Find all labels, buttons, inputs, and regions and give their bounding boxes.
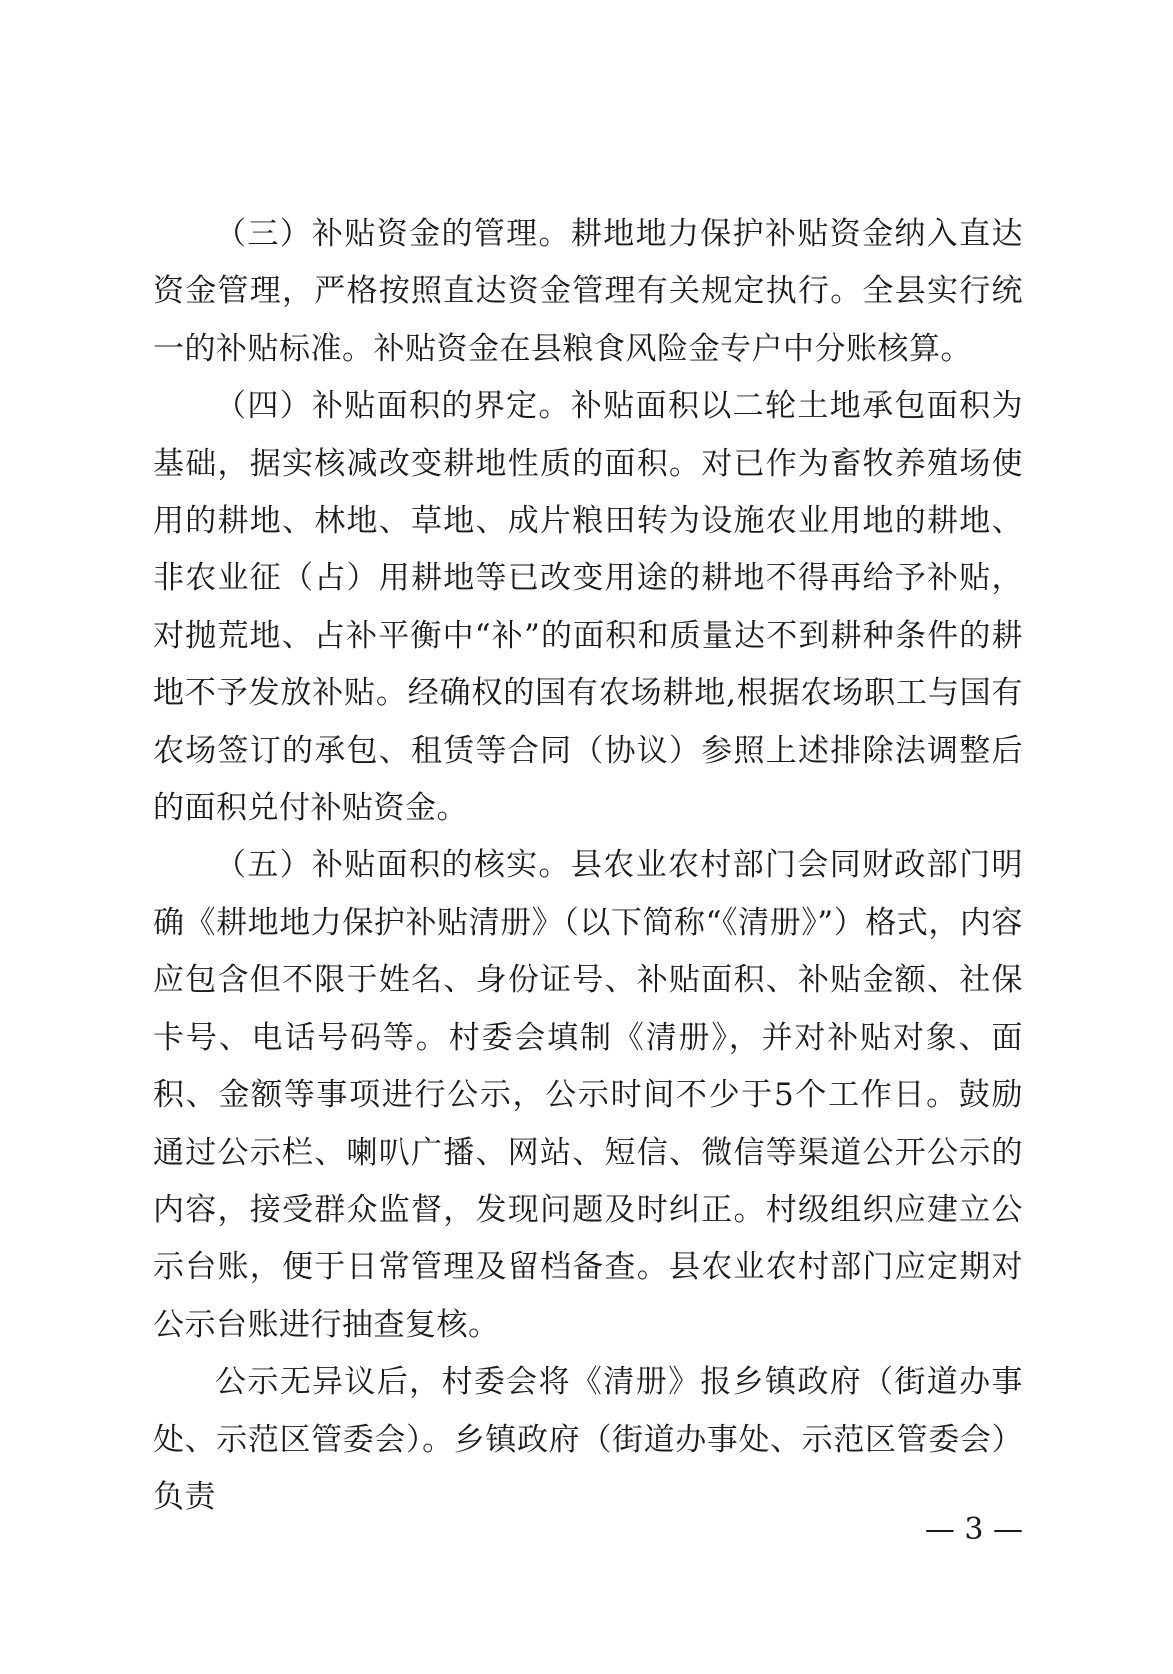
- paragraph-subsidy-area-definition: （四）补贴面积的界定。补贴面积以二轮土地承包面积为基础，据实核减改变耕地性质的面积。对已作为畜牧养殖场使用的耕地、林地、草地、成片粮田转为设施农业用地的耕地、非农业征（占）用耕地等已改变用途的耕地不得再给予补贴，对抛荒地、占补平衡中“补”的面积和质量达不到耕种条件的耕地不予发放补贴。经确权的国有农场耕地,根据农场职工与国有农场签订的承包、租赁等合同（协议）参照上述排除法调整后的面积兑付补贴资金。: [153, 388, 1023, 827]
- paragraph-public-notice-follow-up: 公示无异议后，村委会将《清册》报乡镇政府（街道办事处、示范区管委会）。乡镇政府（街道办事处、示范区管委会）负责: [153, 1364, 1023, 1515]
- document-body: [153, 206, 1023, 1526]
- paragraph-subsidy-area-verification: （五）补贴面积的核实。县农业农村部门会同财政部门明确《耕地地力保护补贴清册》（以下简称“《清册》”）格式，内容应包含但不限于姓名、身份证号、补贴面积、补贴金额、社保卡号、电话号码等。村委会填制《清册》，并对补贴对象、面积、金额等事项进行公示，公示时间不少于5个工作日。鼓励通过公示栏、喇叭广播、网站、短信、微信等渠道公开公示的内容，接受群众监督，发现问题及时纠正。村级组织应建立公示台账，便于日常管理及留档备查。县农业农村部门应定期对公示台账进行抽查复核。: [153, 847, 1023, 1343]
- paragraph-subsidy-fund-management: （三）补贴资金的管理。耕地地力保护补贴资金纳入直达资金管理，严格按照直达资金管理有关规定执行。全县实行统一的补贴标准。补贴资金在县粮食风险金专户中分账核算。: [153, 216, 1023, 367]
- page-number: — 3 —: [924, 1512, 1023, 1547]
